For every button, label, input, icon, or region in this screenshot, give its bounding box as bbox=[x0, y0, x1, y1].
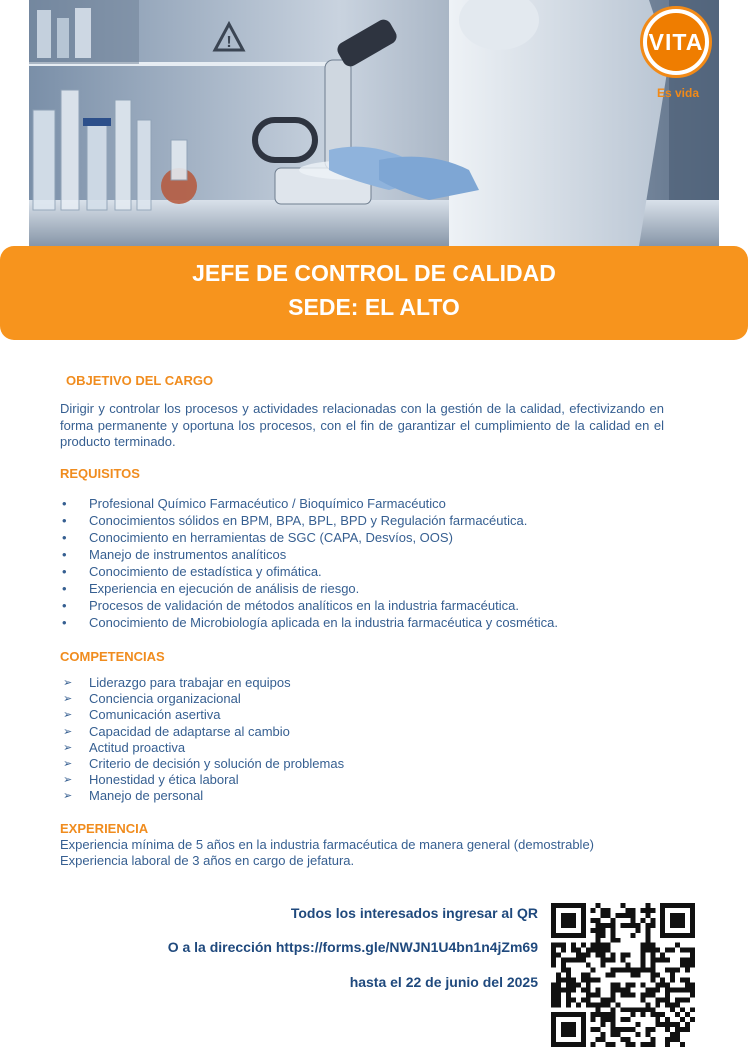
requirement-item bbox=[60, 495, 558, 512]
competency-item bbox=[60, 788, 344, 804]
requirement-item-text: Profesional Químico Farmacéutico / Bioquímico Farmacéutico bbox=[89, 496, 446, 511]
requirement-item-text: Manejo de instrumentos analíticos bbox=[89, 547, 287, 562]
requirement-item bbox=[60, 563, 558, 580]
requirement-item-text: Experiencia en ejecución de análisis de riesgo. bbox=[89, 581, 360, 596]
logo-badge bbox=[640, 6, 712, 78]
competency-item bbox=[60, 756, 344, 772]
experience-line-1: Experiencia mínima de 5 años en la industria farmacéutica de manera general (demostrable) bbox=[60, 837, 595, 852]
requirement-item bbox=[60, 512, 558, 529]
competency-bullet: ➢ bbox=[63, 725, 73, 738]
competencies-list bbox=[60, 675, 344, 805]
competency-item bbox=[60, 724, 344, 740]
requirement-item bbox=[60, 529, 558, 546]
competency-item-text: Criterio de decisión y solución de problemas bbox=[89, 755, 345, 771]
competencies-heading: COMPETENCIAS bbox=[60, 649, 165, 664]
vita-logo bbox=[640, 6, 718, 106]
requirement-bullet: • bbox=[62, 530, 67, 545]
competency-item-text: Manejo de personal bbox=[89, 788, 204, 804]
qr-code-icon[interactable] bbox=[551, 903, 695, 1047]
requirement-item-text: Procesos de validación de métodos analíticos en la industria farmacéutica. bbox=[89, 598, 519, 613]
competency-bullet: ➢ bbox=[63, 709, 73, 722]
logo-tagline: Es vida bbox=[656, 86, 700, 100]
experience-heading: EXPERIENCIA bbox=[60, 821, 149, 836]
requirements-list bbox=[60, 495, 558, 631]
logo-name: VITA bbox=[648, 29, 704, 55]
competency-bullet: ➢ bbox=[63, 774, 73, 787]
competency-bullet: ➢ bbox=[63, 677, 73, 689]
cta-form-link[interactable]: O a la dirección https://forms.gle/NWJN1U4bn1n4jZm69 bbox=[167, 939, 538, 955]
cta-deadline: hasta el 22 de junio del 2025 bbox=[349, 974, 538, 990]
competency-item-text: Liderazgo para trabajar en equipos bbox=[89, 675, 291, 690]
requirement-item-text: Conocimientos sólidos en BPM, BPA, BPL, BPD y Regulación farmacéutica. bbox=[89, 513, 528, 528]
competency-item-text: Honestidad y ética laboral bbox=[89, 772, 239, 788]
requirement-bullet: • bbox=[62, 496, 67, 511]
title-banner bbox=[0, 246, 748, 340]
competency-item-text: Actitud proactiva bbox=[89, 739, 186, 755]
requirement-bullet: • bbox=[62, 598, 67, 613]
competency-bullet: ➢ bbox=[63, 757, 73, 770]
competency-item bbox=[60, 691, 344, 707]
competency-item bbox=[60, 772, 344, 788]
requirement-item-text: Conocimiento de estadística y ofimática. bbox=[89, 564, 322, 579]
requirement-item bbox=[60, 597, 558, 614]
competency-bullet: ➢ bbox=[63, 741, 73, 754]
lab-scene-image bbox=[29, 0, 719, 246]
requirement-bullet: • bbox=[62, 615, 67, 630]
requirement-bullet: • bbox=[62, 513, 67, 528]
competency-item bbox=[60, 740, 344, 756]
job-title: JEFE DE CONTROL DE CALIDAD bbox=[192, 260, 556, 286]
requirement-item bbox=[60, 614, 558, 631]
warning-sign: ! bbox=[226, 34, 232, 51]
objective-text: Dirigir y controlar los procesos y actividades relacionadas con la gestión de la calidad, efectivizando en forma permanente y oportuna los procesos, con el fin de garantizar el cumplimiento de la calidad en el producto terminado. bbox=[60, 401, 664, 449]
requirement-item bbox=[60, 546, 558, 563]
requirement-bullet: • bbox=[62, 564, 67, 579]
hero-photo bbox=[29, 0, 719, 246]
requirement-item bbox=[60, 580, 558, 597]
competency-item bbox=[60, 707, 344, 723]
competency-item-text: Capacidad de adaptarse al cambio bbox=[89, 723, 290, 739]
requirements-heading: REQUISITOS bbox=[60, 466, 140, 481]
requirement-item-text: Conocimiento en herramientas de SGC (CAPA, Desvíos, OOS) bbox=[89, 530, 453, 545]
experience-line-2: Experiencia laboral de 3 años en cargo de jefatura. bbox=[60, 853, 355, 868]
requirement-item-text: Conocimiento de Microbiología aplicada en la industria farmacéutica y cosmética. bbox=[89, 615, 558, 630]
competency-item-text: Comunicación asertiva bbox=[89, 707, 221, 723]
competency-item bbox=[60, 675, 344, 691]
cta-line-1: Todos los interesados ingresar al QR bbox=[290, 905, 538, 921]
requirement-bullet: • bbox=[62, 581, 67, 596]
requirement-bullet: • bbox=[62, 547, 67, 562]
job-location: SEDE: EL ALTO bbox=[288, 294, 460, 320]
competency-item-text: Conciencia organizacional bbox=[89, 691, 241, 707]
competency-bullet: ➢ bbox=[63, 693, 73, 706]
objective-heading: OBJETIVO DEL CARGO bbox=[66, 373, 214, 388]
competency-bullet: ➢ bbox=[63, 790, 73, 803]
